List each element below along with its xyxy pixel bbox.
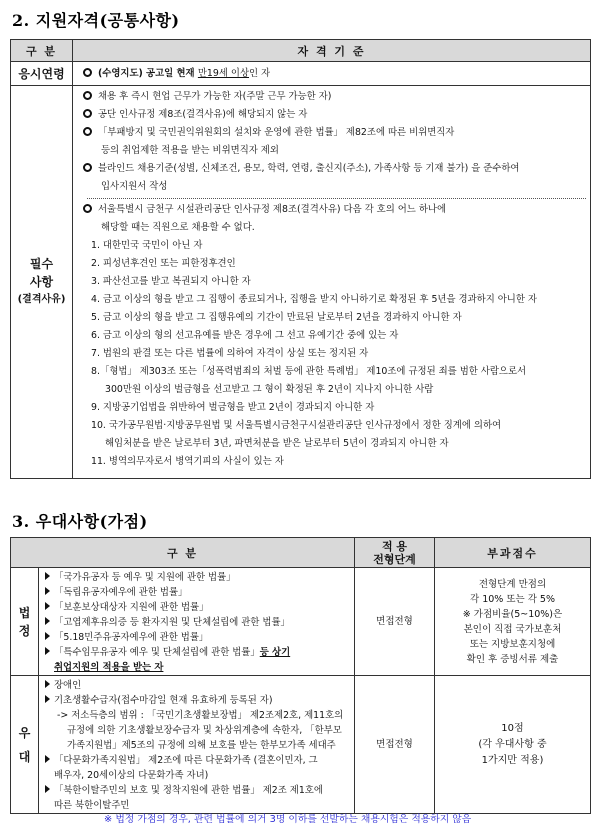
circle-bullet-icon <box>83 204 92 213</box>
disqualification-item: 10. 국가공무원법·지방공무원법 및 서울특별시금천구시설관리공단 인사규정에서 정한 징계에 의하여 <box>91 420 502 431</box>
preferential-item: 「북한이탈주민의 보호 및 정착지원에 관한 법률」 제2조 제1호에 <box>45 783 354 798</box>
preferential-items <box>39 676 355 814</box>
footnote: ※ 법정 가점의 경우, 관련 법률에 의거 3명 이하를 선발하는 채용시험은 적용하지 않음 <box>104 814 472 825</box>
preferential-item: 「다문화가족지원법」 제2조에 따른 다문화가족 (결혼이민자, 그 <box>45 753 354 768</box>
disqualification-item: 5. 금고 이상의 형을 받고 그 집행유예의 기간이 만료된 날로부터 2년을 경과하지 아니한 자 <box>91 312 462 323</box>
legal-items: 「국가유공자 등 예우 및 지원에 관한 법률」 「독립유공자예우에 관한 법률」 「보훈보상대상자 지원에 관한 법률」 「고엽제후유의증 등 환자지원 및 단체설립에 관한 법률」 「5.18민주유공자예우에 관한 법률」 「특수임무유공자 예우 및 단체설립에 관한 법률」등 상기 취업지원의 적용을 받는 자 <box>39 568 355 676</box>
section-2-title: 2. 지원자격(공통사항) <box>12 11 180 30</box>
legal-item: 「고엽제후유의증 등 환자지원 및 단체설립에 관한 법률」 <box>45 615 354 630</box>
preferential-stage: 면접전형 <box>355 676 435 814</box>
triangle-bullet-icon <box>45 572 50 580</box>
triangle-bullet-icon <box>45 587 50 595</box>
preferential-item: 기초생활수급자(접수마감일 현재 유효하게 등록된 자) <box>45 693 354 708</box>
preferential-item: -> 저소득층의 범위 : 「국민기초생활보장법」 제2조제2호, 제11호의 <box>57 710 344 721</box>
disqualification-item: 2. 피성년후견인 또는 피한정후견인 <box>91 258 236 269</box>
required-criteria: 채용 후 즉시 현업 근무가 가능한 자(주말 근무 가능한 자) 공단 인사규정 제8조(결격사유)에 해당되지 않는 자 「부패방지 및 국민권익위원회의 설치와 운영에 관한 법률」 제82조에 따른 비위면직자 등의 취업제한 적용을 받는 비위면직자 제외 블라인드 채용기준(성별, 신체조건, 용모, 학력, 연령, 출신지(주소), 가족사항 등 기재 불가) 을 준수하여 입사지원서 작성 서울특별시 금천구 시설관리공단 인사규정 제8조(결격사유) 다음 각 호의 어느 하나에 해당할 때는 직원으로 채용할 수 없다. 1. 대한민국 국민이 아닌 자 2. 피성년후견인 또는 피한정후견인 3. 파산선고를 받고 복권되지 아니한 자 4. 금고 이상의 형을 받고 그 집행이 종료되거나, 집행을 받지 아니하기로 확정된 후 5년을 경과하지 아니한 자 5. 금고 이상의 형을 받고 그 집행유예의 기간이 만료된 날로부터 2년을 경과하지 아니한 자 6. 금고 이상의 형의 선고유예를 받은 경우에 그 선고 유예기간 중에 있는 자 7. 법원의 판결 또는 다른 법률에 의하여 자격이 상실 또는 정지된 자 8.「형법」 제303조 또는「성폭력범죄의 처벌 등에 관한 특례법」 제10조에 규정된 죄를 범한 사람으로서 300만원 이상의 벌금형을 선고받고 그 형이 확정된 후 2년이 지나지 아니한 사람 9. 지방공기업법을 위반하여 벌금형을 받고 2년이 경과되지 아니한 자 10. 국가공무원법·지방공무원법 및 서울특별시금천구시설관리공단 인사규정에서 정한 징계에 의하여 해임처분을 받은 날로부터 3년, 파면처분을 받은 날로부터 5년이 경과되지 아니한 자 11. 병역의무자로서 병역기피의 사실이 있는 자 <box>73 86 591 479</box>
disqualification-intro: 서울특별시 금천구 시설관리공단 인사규정 제8조(결격사유) 다음 각 호의 어느 하나에 <box>83 201 590 219</box>
eligibility-header-category: 구 분 <box>11 40 73 62</box>
circle-bullet-icon <box>83 91 92 100</box>
circle-bullet-icon <box>83 68 92 77</box>
circle-bullet-icon <box>83 163 92 172</box>
preference-table <box>10 537 591 814</box>
legal-stage: 면접전형 <box>355 568 435 676</box>
triangle-bullet-icon <box>45 785 50 793</box>
triangle-bullet-icon <box>45 602 50 610</box>
requirement-bullets <box>83 88 590 196</box>
triangle-bullet-icon <box>45 647 50 655</box>
preferential-item: 규정에 의한 기초생활보장수급자 및 차상위계층에 속한자, 「한부모 <box>67 725 342 736</box>
disqualification-list <box>83 237 590 471</box>
age-label: 응시연령 <box>11 62 73 86</box>
preference-header-stage: 적 용 전형단계 <box>355 538 435 568</box>
preference-header-score: 부과점수 <box>435 538 591 568</box>
disqualification-item: 3. 파산선고를 받고 복권되지 아니한 자 <box>91 276 251 287</box>
legal-item: 「국가유공자 등 예우 및 지원에 관한 법률」 <box>45 570 354 585</box>
circle-bullet-icon <box>83 109 92 118</box>
requirement-bullet: 공단 인사규정 제8조(결격사유)에 해당되지 않는 자 <box>83 106 590 124</box>
disqualification-item: 11. 병역의무자로서 병역기피의 사실이 있는 자 <box>91 456 284 467</box>
eligibility-table <box>10 39 591 479</box>
disqualification-item: 7. 법원의 판결 또는 다른 법률에 의하여 자격이 상실 또는 정지된 자 <box>91 348 369 359</box>
requirement-bullet: 채용 후 즉시 현업 근무가 가능한 자(주말 근무 가능한 자) <box>83 88 590 106</box>
disqualification-item: 6. 금고 이상의 형의 선고유예를 받은 경우에 그 선고 유예기간 중에 있는 자 <box>91 330 399 341</box>
preferential-score: 10점 (각 우대사항 중 1가지만 적용) <box>435 676 591 814</box>
legal-item: 「특수임무유공자 예우 및 단체설립에 관한 법률」등 상기 <box>45 645 354 660</box>
triangle-bullet-icon <box>45 617 50 625</box>
preferential-item: 따른 북한이탈주민 <box>54 800 130 811</box>
legal-item: 「5.18민주유공자예우에 관한 법률」 <box>45 630 354 645</box>
disqualification-item: 300만원 이상의 벌금형을 선고받고 그 형이 확정된 후 2년이 지나지 아니한 사람 <box>105 384 434 395</box>
legal-item: 「보훈보상대상자 지원에 관한 법률」 <box>45 600 354 615</box>
preferential-label: 우 대 <box>11 676 39 814</box>
triangle-bullet-icon <box>45 755 50 763</box>
legal-label: 법 정 <box>11 568 39 676</box>
circle-bullet-icon <box>83 127 92 136</box>
preference-header-category: 구 분 <box>11 538 355 568</box>
dotted-divider <box>87 198 586 199</box>
requirement-bullet: 등의 취업제한 적용을 받는 비위면직자 제외 <box>101 145 279 156</box>
requirement-bullet: 「부패방지 및 국민권익위원회의 설치와 운영에 관한 법률」 제82조에 따른 비위면직자 <box>83 124 590 142</box>
disqualification-item: 1. 대한민국 국민이 아닌 자 <box>91 240 203 251</box>
disqualification-item: 8.「형법」 제303조 또는「성폭력범죄의 처벌 등에 관한 특례법」 제10조에 규정된 죄를 범한 사람으로서 <box>91 366 527 377</box>
disqualification-item: 해임처분을 받은 날로부터 3년, 파면처분을 받은 날로부터 5년이 경과되지 아니한 자 <box>105 438 449 449</box>
requirement-bullet: 입사지원서 작성 <box>101 181 168 192</box>
preferential-item: 장애인 <box>45 678 354 693</box>
age-criteria: (수영지도) 공고일 현재 만19세 이상인 자 <box>73 62 591 86</box>
legal-item: 「독립유공자예우에 관한 법률」 <box>45 585 354 600</box>
triangle-bullet-icon <box>45 632 50 640</box>
section-3-title: 3. 우대사항(가점) <box>12 512 148 531</box>
requirement-bullet: 블라인드 채용기준(성별, 신체조건, 용모, 학력, 연령, 출신지(주소), 가족사항 등 기재 불가) 을 준수하여 <box>83 160 590 178</box>
legal-score: 전형단계 만점의 각 10% 또는 각 5% ※ 가점비율(5~10%)은 본인이 직접 국가보훈처 또는 지방보훈지청에 확인 후 증빙서류 제출 <box>435 568 591 676</box>
disqualification-item: 9. 지방공기업법을 위반하여 벌금형을 받고 2년이 경과되지 아니한 자 <box>91 402 375 413</box>
eligibility-header-criteria: 자 격 기 준 <box>73 40 591 62</box>
preferential-item: 가족지원법」제5조의 규정에 의해 보호를 받는 한부모가족 세대주 <box>67 740 336 751</box>
required-label: 필수 사항 (결격사유) <box>11 86 73 479</box>
triangle-bullet-icon <box>45 695 50 703</box>
triangle-bullet-icon <box>45 680 50 688</box>
preferential-item: 배우자, 20세이상의 다문화가족 자녀) <box>54 770 209 781</box>
disqualification-item: 4. 금고 이상의 형을 받고 그 집행이 종료되거나, 집행을 받지 아니하기로 확정된 후 5년을 경과하지 아니한 자 <box>91 294 537 305</box>
